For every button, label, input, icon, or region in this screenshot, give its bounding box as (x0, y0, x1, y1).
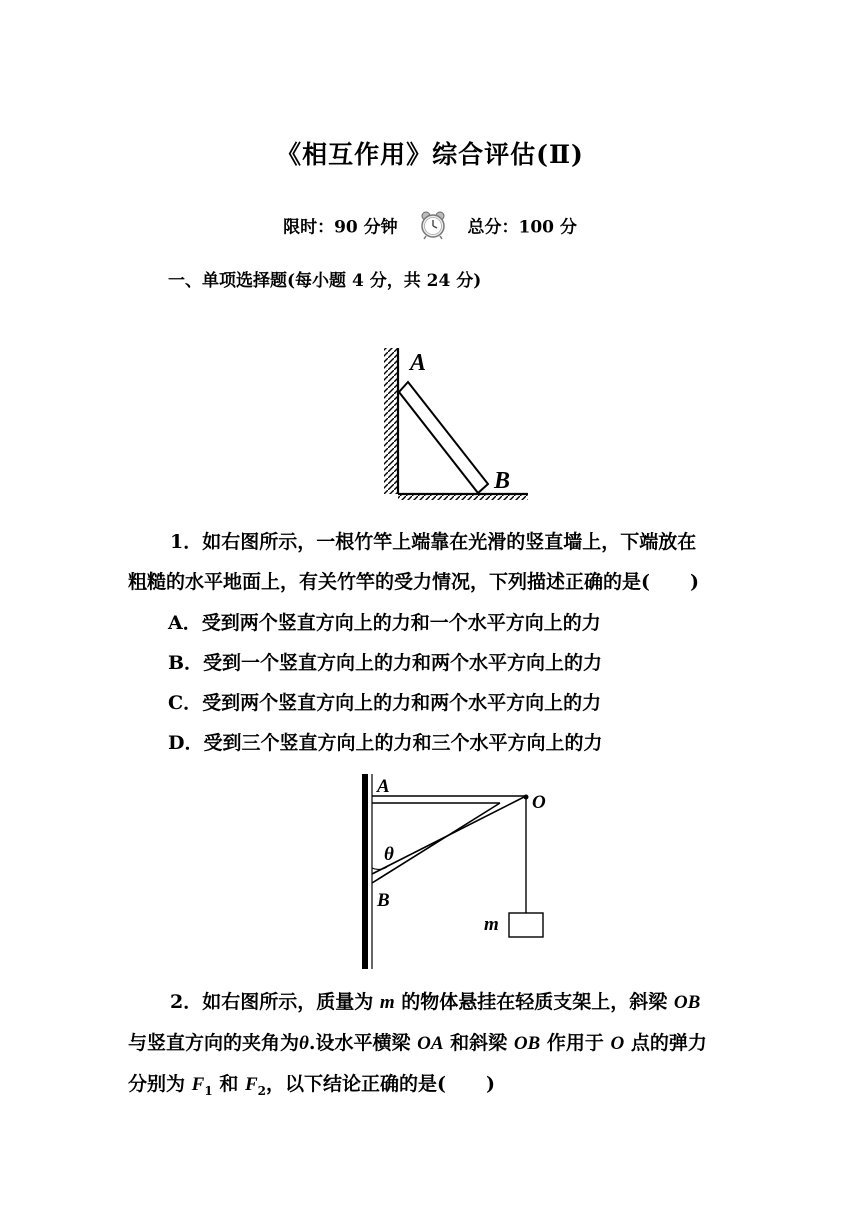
alarm-clock-icon (418, 210, 448, 240)
question-1-option-d: D．受到三个竖直方向上的力和三个水平方向上的力 (168, 732, 603, 754)
question-1-line1: 如右图所示，一根竹竿上端靠在光滑的竖直墙上，下端放在 (202, 531, 697, 553)
label-b: B (377, 890, 390, 911)
label-a: A (377, 776, 390, 797)
page-title: 《相互作用》综合评估(Ⅱ) (276, 140, 584, 169)
q2-text: ，以下结论正确的是( (266, 1073, 446, 1095)
q2-text: 与竖直方向的夹角为 (128, 1032, 300, 1054)
label-a: A (410, 350, 427, 376)
q2-text: 点的弹力 (630, 1032, 707, 1054)
q2-text: 和 (219, 1073, 239, 1095)
var-theta: θ (299, 1033, 309, 1054)
question-1-close: ) (690, 571, 699, 593)
q2-text: 和斜梁 (450, 1032, 508, 1054)
exam-meta (0, 210, 860, 240)
q2-text: 如右图所示，质量为 (202, 991, 374, 1013)
label-b: B (494, 468, 511, 494)
q2-close: ) (486, 1073, 495, 1095)
q2-text: 作用于 (546, 1032, 604, 1054)
label-theta: θ (384, 844, 394, 865)
time-limit: 限时：90 分钟 (283, 217, 398, 238)
var-m: m (379, 992, 395, 1013)
question-1-line2: 粗糙的水平地面上，有关竹竿的受力情况，下列描述正确的是( (128, 571, 650, 593)
figure-2-bracket-diagram (350, 770, 560, 975)
question-1-option-c: C．受到两个竖直方向上的力和两个水平方向上的力 (168, 692, 602, 714)
total-score: 总分：100 分 (467, 217, 577, 238)
q2-text: .设水平横梁 (308, 1032, 411, 1054)
mass-block (509, 913, 543, 937)
figure-1-pole-diagram (370, 340, 540, 500)
question-1-stem (128, 522, 740, 602)
question-1-number: 1． (170, 531, 203, 553)
question-1-option-a: A．受到两个竖直方向上的力和一个水平方向上的力 (168, 612, 601, 634)
label-o: O (532, 792, 546, 813)
var-ob: OB (513, 1033, 541, 1054)
q2-text: 分别为 (128, 1073, 186, 1095)
q2-text: 的物体悬挂在轻质支架上，斜梁 (401, 991, 668, 1013)
question-2-number: 2． (170, 991, 203, 1013)
var-f2-sub: 2 (257, 1083, 266, 1098)
section-heading: 一、单项选择题(每小题 4 分，共 24 分) (168, 271, 482, 291)
question-1-option-b: B．受到一个竖直方向上的力和两个水平方向上的力 (168, 652, 603, 674)
wall-bar (362, 774, 368, 969)
wall-hatch (384, 348, 398, 494)
var-f2: F (244, 1074, 258, 1095)
bamboo-pole (399, 382, 488, 493)
label-m: m (484, 914, 499, 935)
var-f1: F (191, 1074, 205, 1095)
question-2-stem (128, 982, 740, 1111)
var-o: O (610, 1033, 625, 1054)
var-oa: OA (417, 1033, 444, 1054)
var-f1-sub: 1 (204, 1083, 213, 1098)
var-ob: OB (673, 992, 701, 1013)
